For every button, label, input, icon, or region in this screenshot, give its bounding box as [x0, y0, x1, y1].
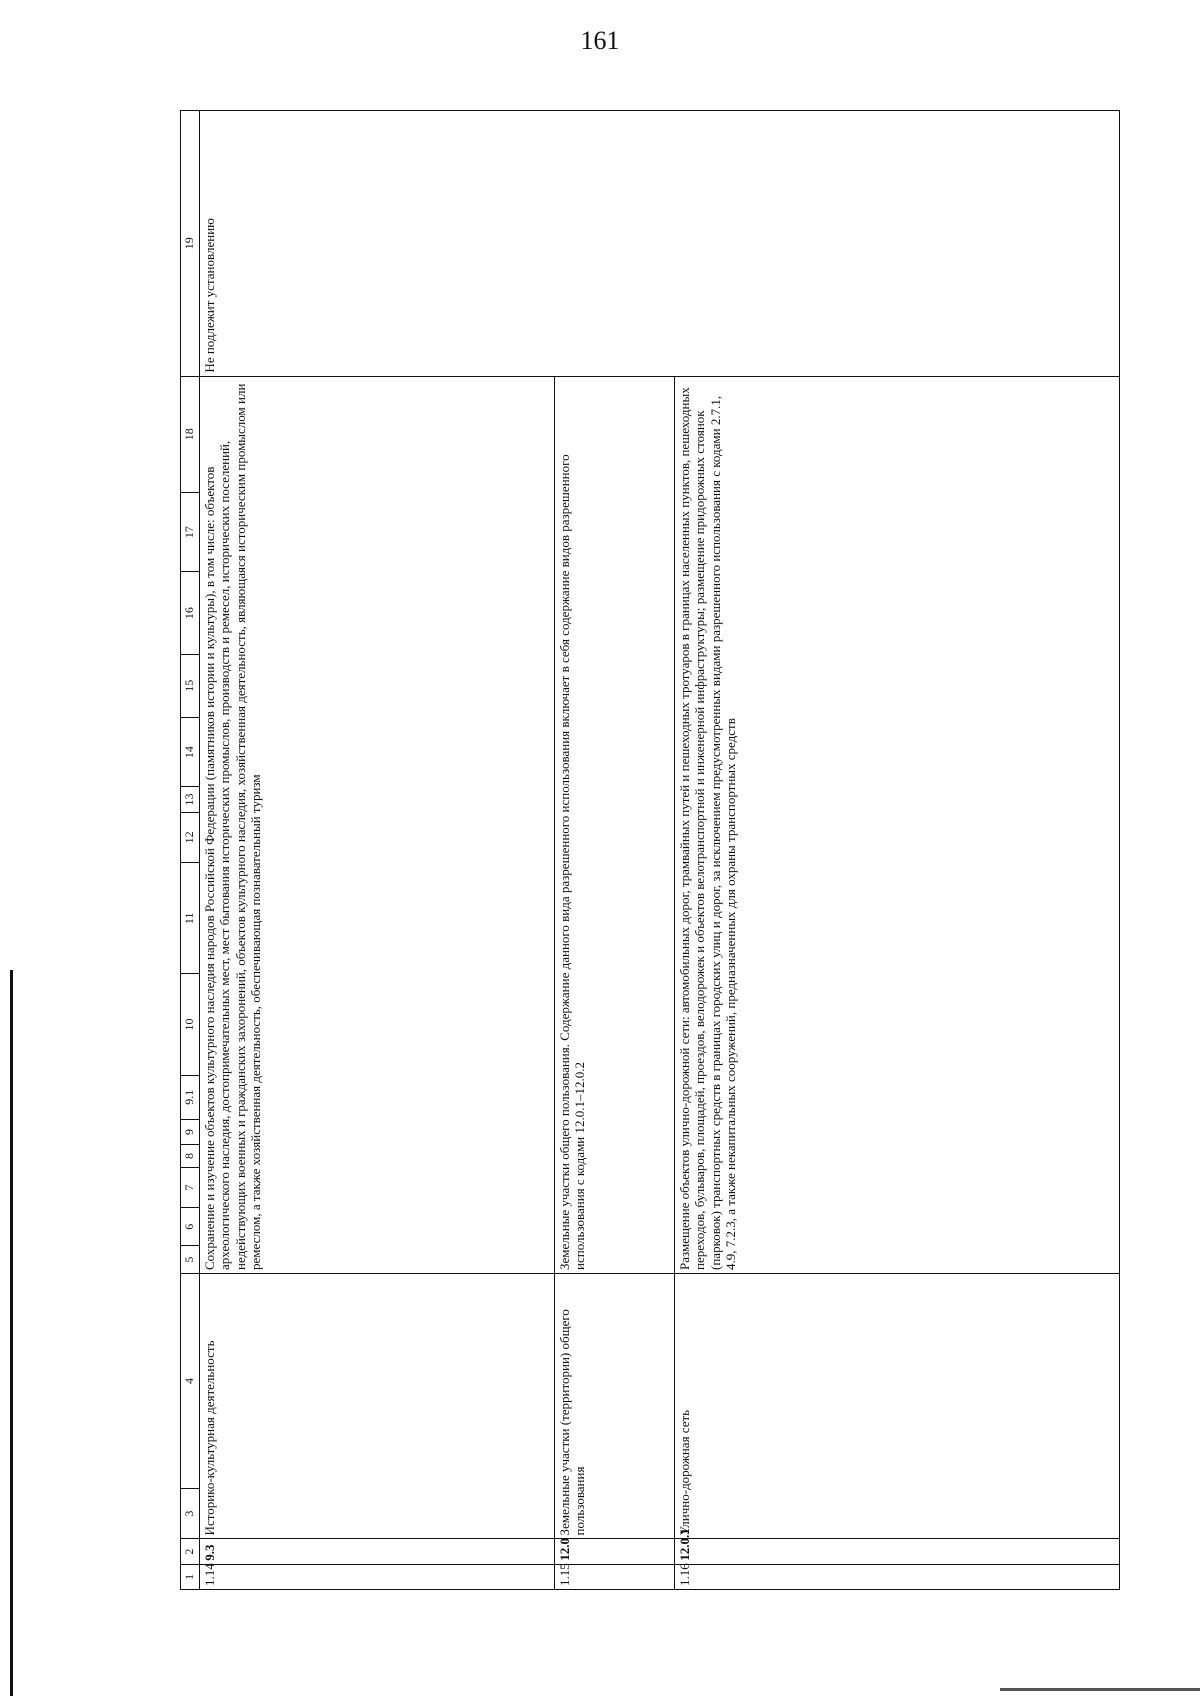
use-code: 12.0.1 [674, 1539, 1120, 1564]
use-description: Размещение объектов улично-дорожной сети: автомобильных дорог, трамвайных путей и пешеходных тротуаров в границах населенных пунктов, пешеходных переходов, бульваров, площадей, проездов, велодорожек и объектов велотранспортной и инженерной инфраструктуры; размещение придорожных стоянок (парковок) транспортных средств в границах городских улиц и дорог, за исключением предусмотренных видами разрешенного использования с кодами 2.7.1, 4.9, 7.2.3, а также некапитальных сооружений, предназначенных для охраны транспортных средств [674, 376, 1120, 1273]
scan-edge-bottom [1000, 1688, 1200, 1691]
column-number: 12 [181, 812, 200, 863]
column-number: 3 [181, 1488, 200, 1539]
column-number: 5 [181, 1246, 200, 1274]
column-number: 15 [181, 654, 200, 717]
rotated-table-wrapper [180, 110, 1120, 1590]
column-number: 4 [181, 1273, 200, 1488]
use-name: Историко-культурная деятельность [199, 1273, 554, 1538]
use-code: 9.3 [199, 1539, 554, 1564]
use-description: Сохранение и изучение объектов культурного наследия народов Российской Федерации (памятников истории и культуры), в том числе: объектов археологического наследия, достопримечательных мест, мест бытования исторических промыслов, производств и ремесел, исторических поселений, недействующих военных и гражданских захоронений, объектов культурного наследия, хозяйственная деятельность, являющаяся историческим промыслом или ремеслом, а также хозяйственная деятельность, обеспечивающая познавательный туризм [199, 376, 554, 1273]
column-number: 11 [181, 863, 200, 974]
use-name: Земельные участки (территории) общего пользования [554, 1273, 674, 1538]
row-number: 1.15 [554, 1564, 674, 1589]
table-row [199, 111, 554, 1590]
column-number: 13 [181, 787, 200, 812]
column-number: 18 [181, 376, 200, 492]
column-number: 16 [181, 572, 200, 654]
column-number: 6 [181, 1208, 200, 1246]
column-number: 8 [181, 1145, 200, 1168]
column-number: 14 [181, 717, 200, 787]
scan-edge-left [10, 970, 13, 1696]
column-number: 7 [181, 1167, 200, 1207]
use-code: 12.0 [554, 1539, 674, 1564]
zoning-regulations-table [180, 110, 1120, 1590]
page-number: 161 [580, 26, 620, 55]
column-number: 9.1 [181, 1075, 200, 1119]
column-numbers-row [181, 111, 200, 1590]
row-number: 1.14 [199, 1564, 554, 1589]
column-number: 17 [181, 492, 200, 572]
note-cell: Не подлежит установлению [199, 111, 1120, 377]
column-number: 9 [181, 1119, 200, 1144]
use-name: Улично-дорожная сеть [674, 1273, 1120, 1538]
column-number: 2 [181, 1539, 200, 1564]
column-number: 1 [181, 1564, 200, 1589]
column-number: 10 [181, 974, 200, 1075]
column-number: 19 [181, 111, 200, 377]
use-description: Земельные участки общего пользования. Содержание данного вида разрешенного использования включает в себя содержание видов разрешенного использования с кодами 12.0.1–12.0.2 [554, 376, 674, 1273]
row-number: 1.16 [674, 1564, 1120, 1589]
